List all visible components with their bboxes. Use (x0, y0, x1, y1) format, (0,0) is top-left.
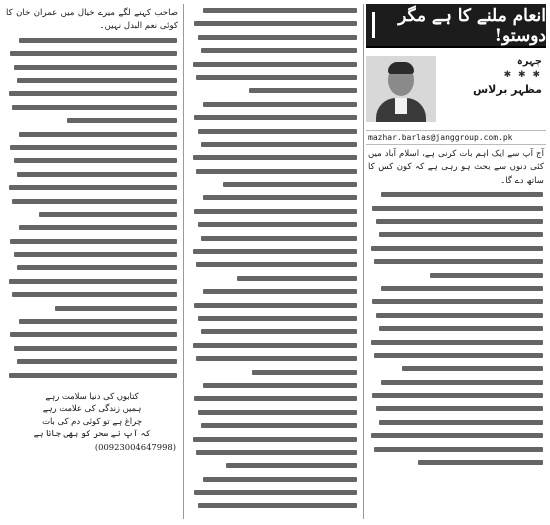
text-line (198, 35, 357, 40)
text-line (19, 132, 177, 137)
text-line (374, 447, 543, 452)
text-line (67, 118, 178, 123)
text-line (9, 279, 177, 284)
text-line (198, 316, 357, 321)
poem-line: کہ آپ نے سحر کو بھی جانا ہے (33, 428, 151, 439)
author-email[interactable]: mazhar.barlas@janggroup.com.pk (366, 131, 546, 145)
text-line (196, 356, 357, 361)
text-line (381, 192, 543, 197)
text-line (194, 115, 357, 120)
text-line (196, 169, 357, 174)
text-line (198, 222, 357, 227)
left-col-top-line: صاحب کہنے لگے میرے خیال میں عمران خان کا کوئی نعم البدل نہیں۔ (6, 8, 178, 32)
text-line (10, 51, 177, 56)
text-line (193, 343, 357, 348)
text-line (201, 142, 357, 147)
text-line (196, 262, 357, 267)
text-line (193, 437, 357, 442)
text-line (237, 276, 357, 281)
text-line (194, 490, 357, 495)
poem-line: چراغ ہے تو کوئی دم کی بات (42, 415, 142, 426)
text-line (372, 299, 543, 304)
right-col-intro: آج آپ سے ایک اہم بات کرنی ہے، اسلام آباد میں کئی دنوں سے بحث ہو رہی ہے کہ کون کس کا ساتھ دے گا۔ (368, 149, 544, 186)
text-line (371, 246, 543, 251)
text-line (17, 172, 177, 177)
text-line (198, 410, 357, 415)
text-line (376, 406, 543, 411)
text-line (381, 286, 543, 291)
text-line (201, 236, 357, 241)
text-line (55, 306, 177, 311)
contact-number: (00923004647998) (94, 441, 176, 452)
author-photo (366, 56, 436, 122)
text-line (194, 303, 357, 308)
author-label: چہرہ (516, 56, 542, 67)
text-line (379, 232, 543, 237)
text-line (19, 38, 177, 43)
author-box (366, 52, 546, 131)
text-line (374, 353, 543, 358)
text-line (252, 370, 357, 375)
text-line (17, 78, 177, 83)
right-col-body (366, 188, 546, 465)
text-line (372, 393, 543, 398)
text-line (381, 380, 543, 385)
text-line (19, 319, 177, 324)
text-line (203, 477, 357, 482)
text-line (371, 340, 543, 345)
text-line (203, 383, 357, 388)
text-line (194, 396, 357, 401)
left-col-body (4, 34, 180, 378)
text-line (201, 329, 357, 334)
author-name: مظہر برلاس (473, 83, 542, 96)
text-line (17, 265, 177, 270)
text-line (198, 503, 357, 508)
text-line (12, 105, 177, 110)
author-info (436, 52, 546, 130)
text-line (10, 145, 177, 150)
poem (4, 386, 180, 440)
text-line (203, 195, 357, 200)
text-line (193, 62, 357, 67)
text-line (372, 206, 543, 211)
text-line (193, 155, 357, 160)
text-line (9, 373, 177, 378)
text-line (17, 359, 177, 364)
column-title: انعام ملنے کا ہے مگر دوستو! (398, 5, 546, 46)
text-line (196, 450, 357, 455)
text-line (376, 313, 543, 318)
rating-stars: ✱ ✱ ✱ (503, 70, 542, 80)
text-line (201, 423, 357, 428)
column-title-banner (366, 4, 546, 48)
text-line (374, 259, 543, 264)
left-column (4, 4, 180, 519)
text-line (12, 199, 177, 204)
text-line (226, 463, 357, 468)
text-line (194, 209, 357, 214)
text-line (194, 21, 357, 26)
text-line (402, 366, 543, 371)
text-line (430, 273, 543, 278)
text-line (9, 91, 177, 96)
column-divider-right (363, 4, 364, 519)
text-line (203, 289, 357, 294)
text-line (198, 129, 357, 134)
text-line (201, 48, 357, 53)
text-line (39, 212, 177, 217)
column-divider-left (183, 4, 184, 519)
text-line (19, 225, 177, 230)
poem-line: کتابوں کی دنیا سلامت رہے (45, 390, 139, 401)
text-line (14, 158, 177, 163)
banner-accent-bar (372, 12, 375, 38)
text-line (203, 8, 357, 13)
text-line (14, 346, 177, 351)
text-line (10, 239, 177, 244)
middle-column (188, 4, 360, 519)
photo-hair (388, 62, 414, 74)
text-line (379, 420, 543, 425)
middle-col-body (188, 4, 360, 508)
poem-line: ہمیں زندگی کی علامت رہے (42, 403, 142, 414)
text-line (196, 75, 357, 80)
right-column (366, 4, 546, 519)
text-line (14, 252, 177, 257)
text-line (249, 88, 357, 93)
photo-collar (395, 98, 407, 114)
text-line (193, 249, 357, 254)
text-line (371, 433, 543, 438)
text-line (418, 460, 543, 465)
text-line (223, 182, 357, 187)
text-line (9, 185, 177, 190)
text-line (376, 219, 543, 224)
text-line (14, 65, 177, 70)
text-line (10, 332, 177, 337)
text-line (379, 326, 543, 331)
text-line (12, 292, 177, 297)
text-line (203, 102, 357, 107)
